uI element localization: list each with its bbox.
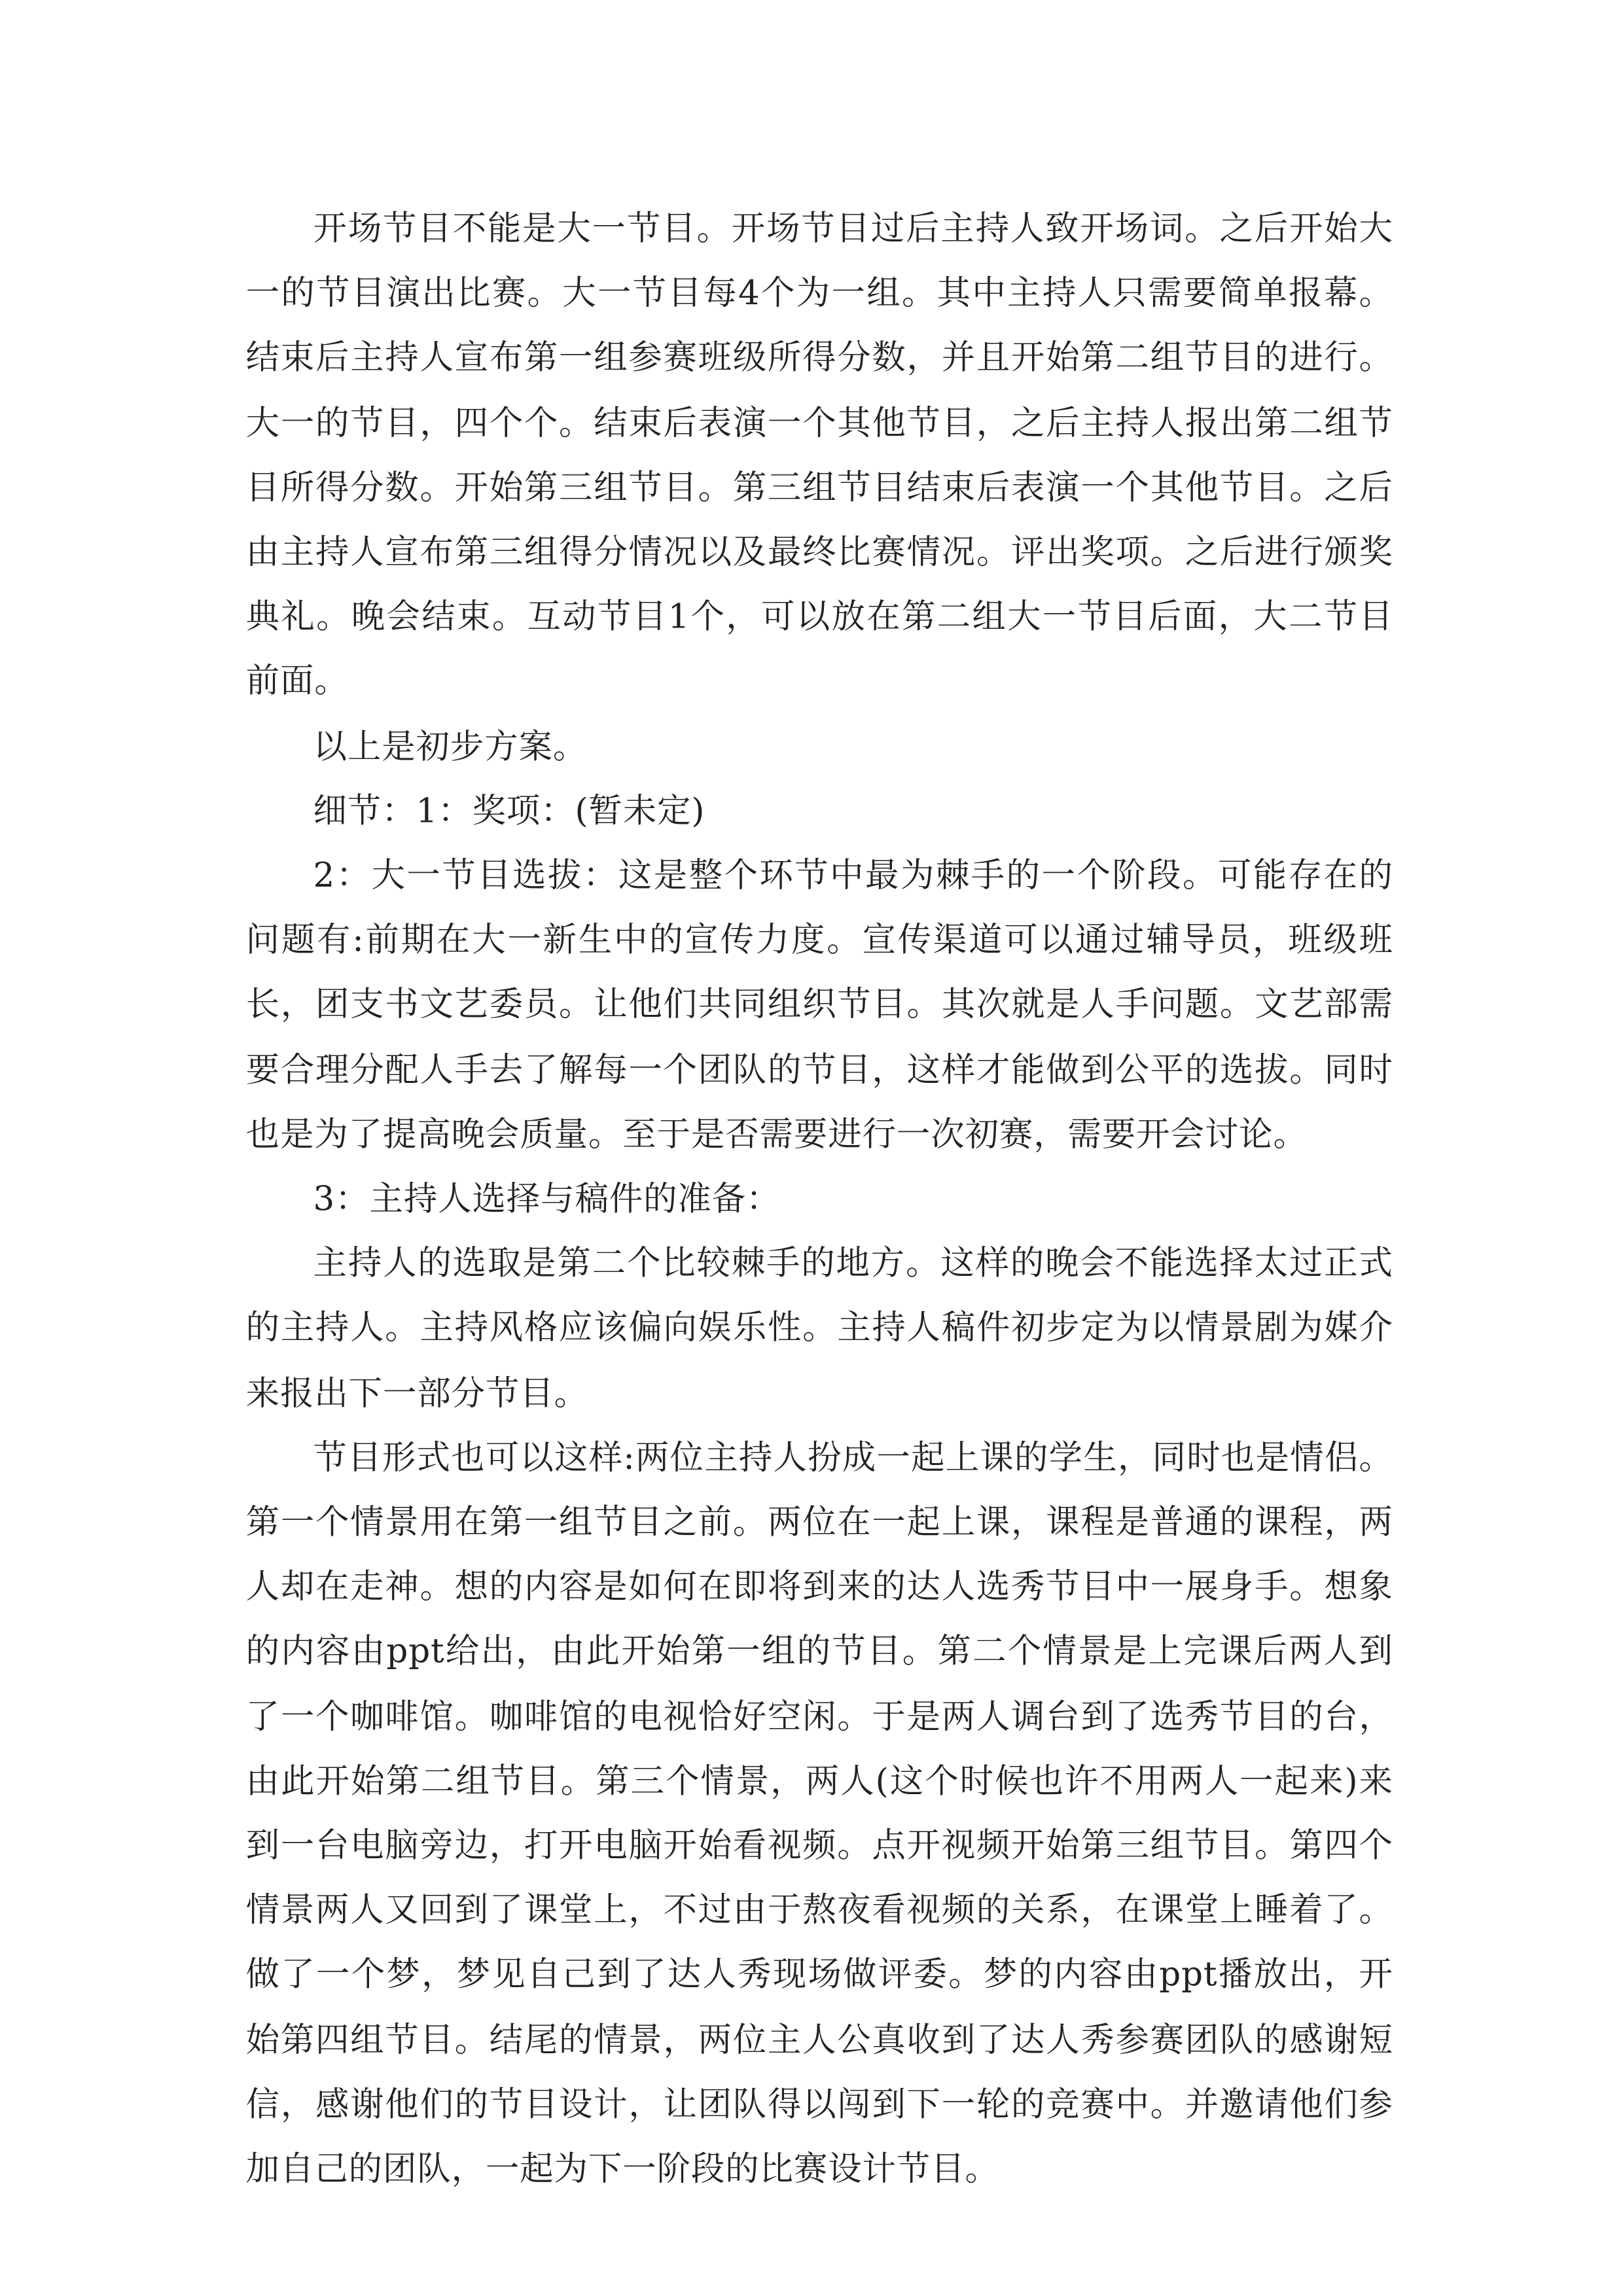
paragraph-host-selection: 主持人的选取是第二个比较棘手的地方。这样的晚会不能选择太过正式的主持人。主持风格应该偏向娱乐性。主持人稿件初步定为以情景剧为媒介来报出下一部分节目。 [245,1245,1393,1413]
paragraph-program-format: 节目形式也可以这样:两位主持人扮成一起上课的学生，同时也是情侣。第一个情景用在第一组节目之前。两位在一起上课，课程是普通的课程，两人却在走神。想的内容是如何在即将到来的达人选秀节目中一展身手。想象的内容由ppt给出，由此开始第一组的节目。第二个情景是上完课后两人到了一个咖啡馆。咖啡馆的电视恰好空闲。于是两人调台到了选秀节目的台，由此开始第二组节目。第三个情景，两人(这个时候也许不用两人一起来)来到一台电脑旁边，打开电脑开始看视频。点开视频开始第三组节目。第四个情景两人又回到了课堂上，不过由于熬夜看视频的关系，在课堂上睡着了。做了一个梦，梦见自己到了达人秀现场做评委。梦的内容由ppt播放出，开始第四组节目。结尾的情景，两位主人公真收到了达人秀参赛团队的感谢短信，感谢他们的节目设计，让团队得以闯到下一轮的竞赛中。并邀请他们参加自己的团队，一起为下一阶段的比赛设计节目。 [245,1439,1393,2189]
document-body [246,198,1393,2202]
paragraph-program-order: 开场节目不能是大一节目。开场节目过后主持人致开场词。之后开始大一的节目演出比赛。大一节目每4个为一组。其中主持人只需要简单报幕。结束后主持人宣布第一组参赛班级所得分数，并且开始第二组节目的进行。大一的节目，四个个。结束后表演一个其他节目，之后主持人报出第二组节目所得分数。开始第三组节目。第三组节目结束后表演一个其他节目。之后由主持人宣布第三组得分情况以及最终比赛情况。评出奖项。之后进行颁奖典礼。晚会结束。互动节目1个，可以放在第二组大一节目后面，大二节目前面。 [245,211,1393,702]
paragraph-details-awards: 细节：1：奖项：(暂未定) [313,792,705,831]
paragraph-host-heading: 3：主持人选择与稿件的准备： [313,1180,781,1219]
paragraph-freshman-selection: 2：大一节目选拔：这是整个环节中最为棘手的一个阶段。可能存在的问题有:前期在大一新生中的宣传力度。宣传渠道可以通过辅导员，班级班长，团支书文艺委员。让他们共同组织节目。其次就是人手问题。文艺部需要合理分配人手去了解每一个团队的节目，这样才能做到公平的选拔。同时也是为了提高晚会质量。至于是否需要进行一次初赛，需要开会讨论。 [245,857,1393,1155]
paragraph-preliminary-plan: 以上是初步方案。 [313,728,588,766]
